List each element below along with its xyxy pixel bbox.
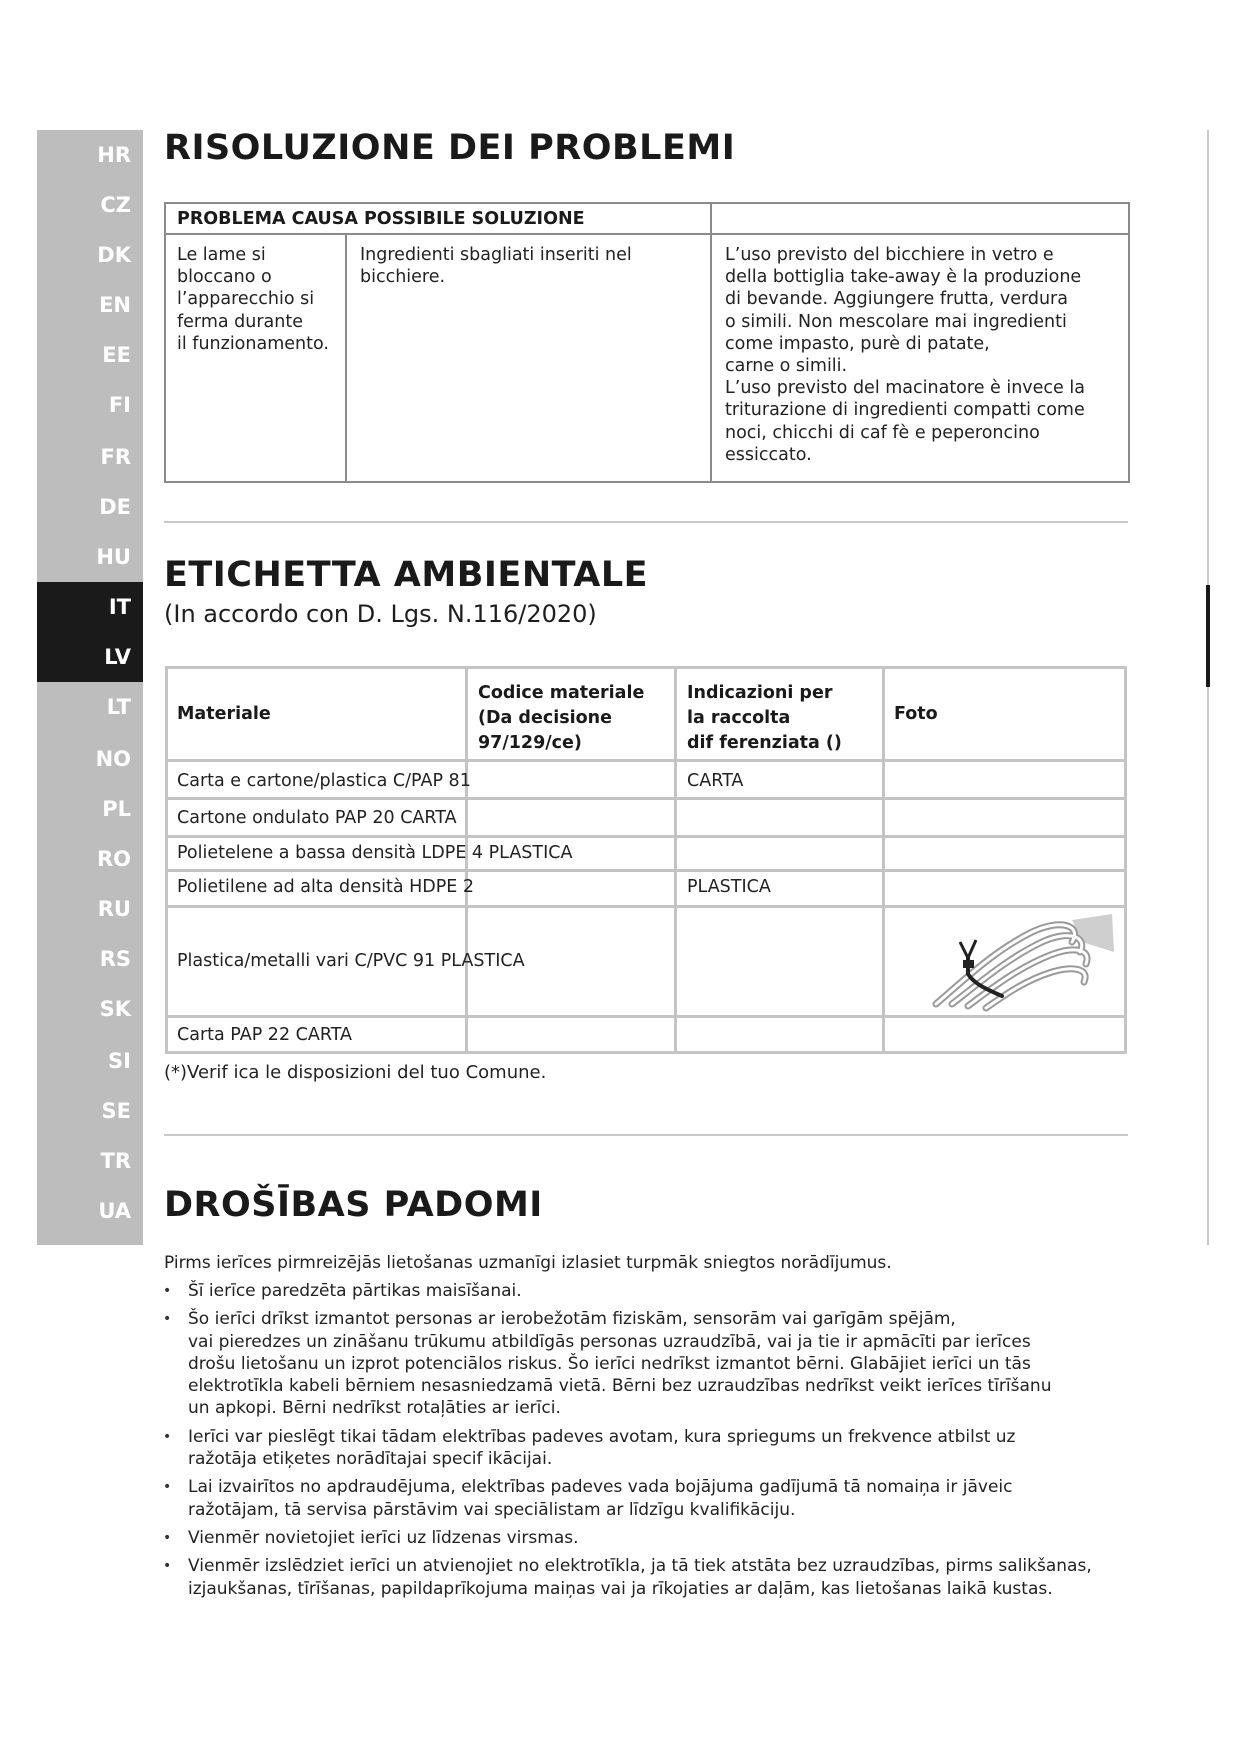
safety-intro: Pirms ierīces pirmreizējās lietošanas uzmanīgi izlasiet turpmāk sniegtos norādījumus. bbox=[164, 1253, 892, 1273]
problem-line: ferma durante bbox=[177, 311, 303, 332]
cause-line: bicchiere. bbox=[360, 267, 446, 288]
safety-bullet-line: • Vienmēr izslēdziet ierīci un atvienojiet no elektrotīkla, ja tā tiek atstāta bez uzraudzības, pirms salikšanas, bbox=[188, 1556, 1092, 1577]
safety-bullet-line: un apkopi. Bērni nedrīkst rotaļāties ar ierīci. bbox=[188, 1398, 561, 1419]
cause-cell bbox=[360, 244, 632, 288]
safety-bullet-line: drošu lietošanu un izprot potenciālos riskus. Šo ierīci nedrīkst izmantot bērni. Glabājiet ierīci un tās bbox=[188, 1353, 1031, 1374]
row-collection: CARTA bbox=[687, 771, 744, 791]
safety-bullet bbox=[160, 1555, 1140, 1600]
lang-tab-ru[interactable]: RU bbox=[97, 897, 131, 921]
lang-tab-lv[interactable]: LV bbox=[37, 632, 143, 682]
lang-tab-si[interactable]: SI bbox=[108, 1049, 131, 1073]
safety-bullet-line: ražotājam, tā servisa pārstāvim vai speciālistam ar līdzīgu kvalifikāciju. bbox=[188, 1499, 796, 1520]
table-row: Carta e cartone/plastica C/PAP 81 bbox=[177, 771, 471, 791]
safety-bullet-line: • Šo ierīci drīkst izmantot personas ar ierobežotām fiziskām, sensorām vai garīgām spējām, bbox=[188, 1309, 956, 1330]
solution-line: essiccato. bbox=[725, 444, 812, 465]
section-divider bbox=[164, 521, 1128, 523]
lang-tab-de[interactable]: DE bbox=[99, 495, 131, 519]
lang-tab-ro[interactable]: RO bbox=[96, 847, 131, 871]
collection-note: (*)Verif ica le disposizioni del tuo Comune. bbox=[164, 1062, 547, 1083]
lang-tab-it[interactable]: IT bbox=[37, 582, 143, 632]
table-row: Polietilene ad alta densità HDPE 2 bbox=[177, 877, 475, 897]
solution-line: o simili. Non mescolare mai ingredienti bbox=[725, 311, 1067, 332]
solution-line: di bevande. Aggiungere frutta, verdura bbox=[725, 289, 1068, 310]
safety-bullet-line: vai pieredzes un zināšanu trūkumu atbildīgās personas uzraudzībā, vai ja tie ir apmācīti par ierīces bbox=[188, 1331, 1031, 1352]
troubleshooting-title: RISOLUZIONE DEI PROBLEMI bbox=[164, 128, 736, 168]
environmental-title: ETICHETTA AMBIENTALE bbox=[164, 555, 649, 595]
header-code bbox=[478, 681, 644, 756]
lang-tab-hr[interactable]: HR bbox=[97, 143, 131, 167]
environmental-subtitle: (In accordo con D. Lgs. N.116/2020) bbox=[164, 600, 597, 628]
problem-line: Le lame si bbox=[177, 245, 266, 265]
problem-cell bbox=[177, 244, 329, 355]
lang-tab-en[interactable]: EN bbox=[99, 293, 131, 317]
lang-tab-ua[interactable]: UA bbox=[98, 1199, 131, 1223]
row-collection: PLASTICA bbox=[687, 877, 771, 897]
safety-bullet-line: izjaukšanas, tīrīšanas, papildaprīkojuma maiņas vai ja rīkojaties ar daļām, kas lietošanas laikā kustas. bbox=[188, 1578, 1053, 1599]
solution-cell bbox=[725, 244, 1085, 466]
safety-bullet-line: • Šī ierīce paredzēta pārtikas maisīšanai. bbox=[188, 1281, 522, 1301]
cause-line: Ingredienti sbagliati inseriti nel bbox=[360, 245, 632, 265]
solution-line: L’uso previsto del bicchiere in vetro e bbox=[725, 245, 1054, 265]
safety-bullet-list bbox=[160, 1280, 1140, 1606]
safety-bullet bbox=[160, 1527, 1140, 1549]
lang-tab-hu[interactable]: HU bbox=[96, 545, 131, 569]
solution-line: noci, chicchi di caf fè e peperoncino bbox=[725, 422, 1040, 443]
problem-line: l’apparecchio si bbox=[177, 289, 315, 310]
cable-photo-illustration bbox=[922, 912, 1118, 1012]
lang-tab-tr[interactable]: TR bbox=[100, 1149, 131, 1173]
problem-line: il funzionamento. bbox=[177, 333, 329, 354]
lang-tab-cz[interactable]: CZ bbox=[100, 193, 131, 217]
safety-bullet-line: • Ierīci var pieslēgt tikai tādam elektrības padeves avotam, kura spriegums un frekvence atbilst uz bbox=[188, 1426, 1016, 1447]
lang-tab-fi[interactable]: FI bbox=[108, 393, 131, 417]
safety-bullet bbox=[160, 1476, 1140, 1521]
section-divider bbox=[164, 1134, 1128, 1136]
lang-tab-pl[interactable]: PL bbox=[102, 797, 131, 821]
safety-bullet bbox=[160, 1308, 1140, 1419]
lang-tab-rs[interactable]: RS bbox=[99, 947, 131, 971]
header-collection-line: Indicazioni per bbox=[687, 683, 833, 703]
solution-line: carne o simili. bbox=[725, 356, 848, 377]
safety-bullet-line: elektrotīkla kabeli bērniem nesasniedzamā vietā. Bērni bez uzraudzības nedrīkst veikt ierīces tīrīšanu bbox=[188, 1376, 1052, 1397]
table-row: Cartone ondulato PAP 20 CARTA bbox=[177, 808, 457, 828]
safety-title: DROŠĪBAS PADOMI bbox=[164, 1185, 543, 1225]
header-collection-line: la raccolta bbox=[687, 708, 791, 728]
header-collection-line: dif ferenziata () bbox=[687, 733, 842, 753]
table-row: Polietelene a bassa densità LDPE 4 PLASTICA bbox=[177, 843, 573, 863]
safety-bullet-line: ražotāja etiķetes norādītajai specif ikācijai. bbox=[188, 1449, 553, 1470]
table-row: Carta PAP 22 CARTA bbox=[177, 1025, 353, 1045]
solution-line: triturazione di ingredienti compatti come bbox=[725, 400, 1085, 421]
lang-tab-no[interactable]: NO bbox=[95, 747, 131, 771]
lang-tab-se[interactable]: SE bbox=[101, 1099, 131, 1123]
header-code-line: 97/129/ce) bbox=[478, 733, 582, 753]
header-material: Materiale bbox=[177, 704, 271, 724]
safety-bullet-line: • Vienmēr novietojiet ierīci uz līdzenas virsmas. bbox=[188, 1527, 579, 1548]
safety-bullet-line: • Lai izvairītos no apdraudējuma, elektrības padeves vada bojājuma gadījumā tā nomaiņa ir jāveic bbox=[188, 1477, 1013, 1498]
solution-line: come impasto, purè di patate, bbox=[725, 333, 990, 354]
header-code-line: (Da decisione bbox=[478, 708, 612, 728]
lang-tab-sk[interactable]: SK bbox=[99, 997, 131, 1021]
header-collection bbox=[687, 681, 842, 756]
safety-bullet bbox=[160, 1426, 1140, 1471]
table-row: Plastica/metalli vari C/PVC 91 PLASTICA bbox=[177, 951, 525, 971]
lang-tab-ee[interactable]: EE bbox=[102, 343, 131, 367]
lang-tab-dk[interactable]: DK bbox=[97, 243, 131, 267]
problem-line: bloccano o bbox=[177, 267, 272, 288]
right-margin-marker bbox=[1206, 585, 1210, 687]
lang-tab-fr[interactable]: FR bbox=[100, 445, 131, 469]
header-photo: Foto bbox=[894, 704, 938, 724]
header-code-line: Codice materiale bbox=[478, 683, 645, 703]
right-margin-rule bbox=[1207, 130, 1209, 1245]
safety-bullet bbox=[160, 1280, 1140, 1302]
solution-line: L’uso previsto del macinatore è invece la bbox=[725, 378, 1085, 399]
lang-tab-lt[interactable]: LT bbox=[106, 695, 131, 719]
solution-line: della bottiglia take-away è la produzione bbox=[725, 267, 1082, 288]
troubleshooting-header: PROBLEMA CAUSA POSSIBILE SOLUZIONE bbox=[177, 209, 585, 229]
